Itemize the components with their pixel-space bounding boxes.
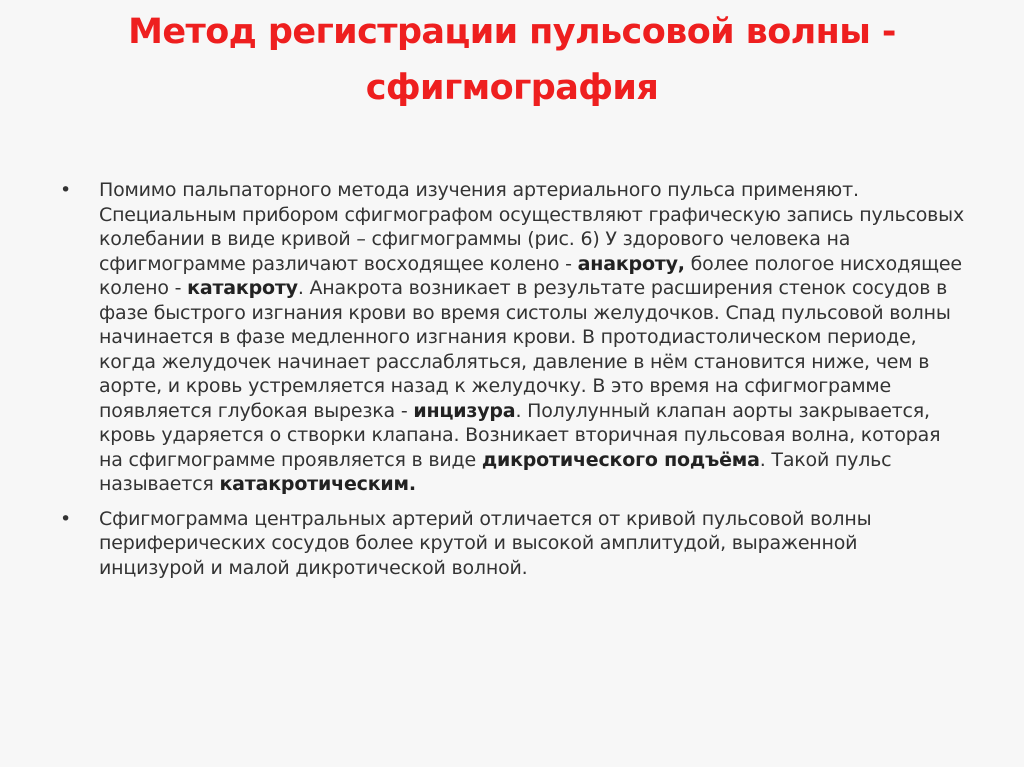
bullet-list	[60, 178, 965, 590]
slide-title	[30, 4, 994, 116]
bullet-1-text-4: . Полулунный клапан аорты закрывается, кровь ударяется о створки клапана. Возникает вторичная пульсовая волна, которая на сфигмограмме проявляется в виде	[99, 399, 941, 471]
term-dicrotic-rise: дикротического подъёма	[481, 448, 760, 471]
term-catacrotic: катакротическим.	[219, 473, 416, 495]
bullet-marker: •	[60, 179, 72, 201]
slide-title-line-1: Метод регистрации пульсовой волны -	[128, 12, 896, 52]
bullet-item-1	[60, 178, 965, 497]
slide-title-line-2: сфигмография	[365, 68, 659, 108]
term-incisura: инцизура	[413, 399, 516, 422]
bullet-1-text-3: . Анакрота возникает в результате расширения стенок сосудов в фазе быстрого изгнания крови во время систолы желудочков. Спад пульсовой волны начинается в фазе медленного изгнания крови. В протодиастолическом периоде, когда желудочек начинает расслабляться, давление в нём становится ниже, чем в аорте, и кровь устремляется назад к желудочку. В это время на сфигмограмме появляется глубокая вырезка -	[99, 277, 951, 422]
bullet-1-text-5: . Такой пульс называется	[99, 448, 892, 495]
bullet-2-text: Сфигмограмма центральных артерий отличается от кривой пульсовой волны периферических сосудов более крутой и высокой амплитудой, выраженной инцизурой и малой дикротической волной.	[99, 507, 872, 579]
bullet-1-text-2: более пологое нисходящее колено -	[99, 252, 962, 299]
bullet-item-2	[60, 507, 965, 581]
term-catacrota: катакроту	[187, 277, 298, 299]
bullet-marker: •	[60, 507, 72, 530]
term-anacrota: анакроту,	[577, 252, 685, 275]
bullet-1-text-1: Помимо пальпаторного метода изучения артериального пульса применяют. Специальным прибором сфигмографом осуществляют графическую запись пульсовых колебании в виде кривой – сфигмограммы (рис. 6) У здорового человека на сфигмограмме различают восходящее колено -	[99, 179, 964, 275]
